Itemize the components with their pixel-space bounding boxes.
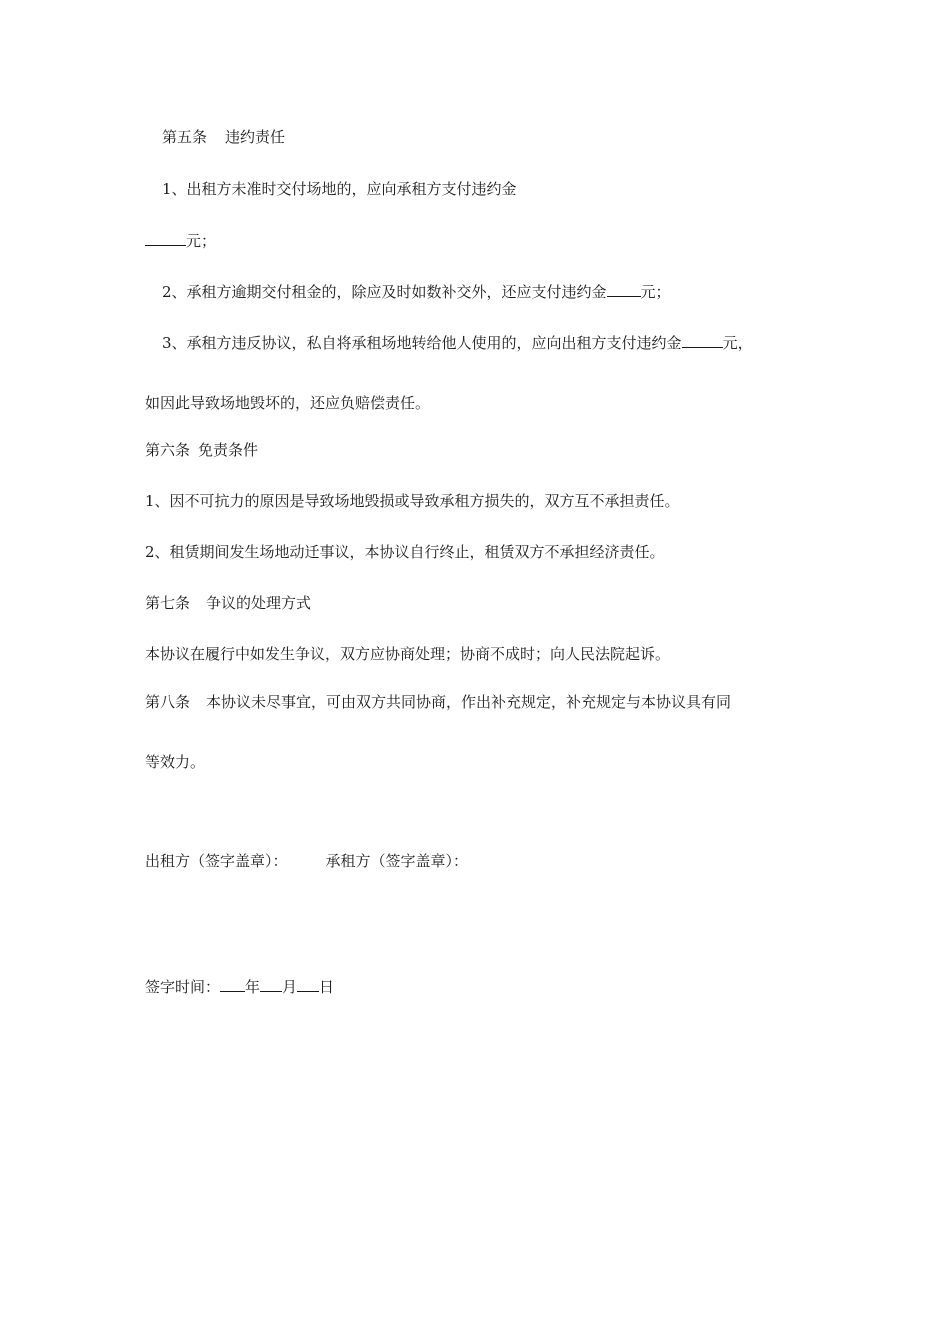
article6-item2 — [145, 542, 665, 562]
article6-item1-text: 1、因不可抗力的原因是导致场地毁损或导致承租方损失的，双方互不承担责任。 — [145, 492, 680, 510]
article5-item3-unit: 元， — [722, 334, 753, 352]
amount-blank — [145, 230, 186, 246]
article5-item1-unit: 元； — [186, 232, 217, 250]
article6-item1 — [145, 491, 680, 511]
article5-number: 第五条 — [162, 128, 208, 146]
article5-item3-cont — [145, 393, 430, 413]
article5-item1 — [162, 179, 517, 199]
article6-item2-text: 2、租赁期间发生场地动迁事议，本协议自行终止，租赁双方不承担经济责任。 — [145, 543, 665, 561]
article6-title-line — [145, 440, 258, 460]
month-blank — [260, 976, 282, 992]
year-blank — [220, 976, 245, 992]
article6-number: 第六条 — [145, 441, 191, 459]
article5-item3-text: 3、承租方违反协议，私自将承租场地转给他人使用的，应向出租方支付违约金 — [162, 334, 682, 352]
article5-item1-text: 1、出租方未准时交付场地的，应向承租方支付违约金 — [162, 180, 517, 198]
article7-text — [145, 644, 670, 664]
lessor-signature-label: 出租方（签字盖章）： — [145, 852, 288, 870]
amount-blank — [682, 332, 723, 348]
day-label: 日 — [319, 978, 335, 996]
article8-cont-text: 等效力。 — [145, 753, 206, 771]
article5-item3 — [162, 332, 753, 353]
article7-body: 本协议在履行中如发生争议，双方应协商处理；协商不成时；向人民法院起诉。 — [145, 645, 671, 663]
article8-number: 第八条 — [145, 693, 191, 711]
article8-line — [145, 692, 731, 712]
article8-body: 本协议未尽事宜，可由双方共同协商，作出补充规定，补充规定与本协议具有同 — [206, 693, 732, 711]
article6-heading: 免责条件 — [198, 441, 259, 459]
article5-heading: 违约责任 — [225, 128, 286, 146]
signature-line — [145, 851, 468, 871]
year-label: 年 — [245, 978, 261, 996]
amount-blank — [607, 281, 641, 297]
month-label: 月 — [282, 978, 298, 996]
article8-cont — [145, 752, 205, 772]
article7-number: 第七条 — [145, 594, 191, 612]
sign-date-label: 签字时间： — [145, 978, 221, 996]
article5-item2-unit: 元； — [640, 283, 671, 301]
article5-item1-amount — [145, 230, 216, 251]
article5-item3-cont-text: 如因此导致场地毁坏的，还应负赔偿责任。 — [145, 394, 431, 412]
article7-heading: 争议的处理方式 — [206, 594, 312, 612]
article5-title-line — [162, 127, 285, 147]
article5-item2 — [162, 281, 671, 302]
sign-date-line — [145, 976, 334, 997]
article5-item2-text: 2、承租方逾期交付租金的，除应及时如数补交外，还应支付违约金 — [162, 283, 607, 301]
lessee-signature-label: 承租方（签字盖章）： — [325, 852, 469, 870]
article7-title-line — [145, 593, 311, 613]
day-blank — [297, 976, 319, 992]
